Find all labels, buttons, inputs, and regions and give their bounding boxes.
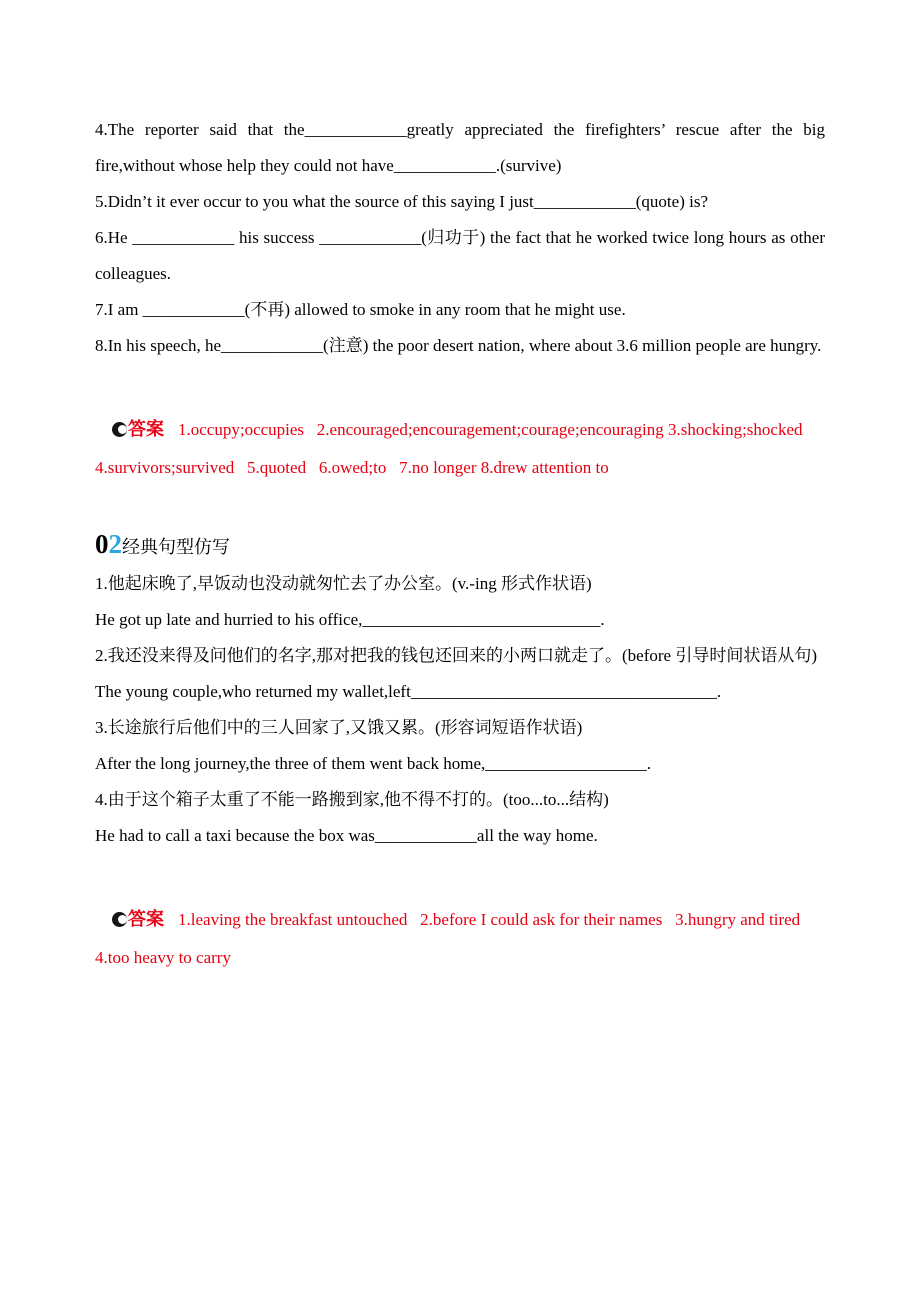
section-header	[95, 525, 825, 566]
answer-marker-icon	[112, 422, 127, 437]
vocab-question-4: 4.The reporter said that the____________greatly appreciated the firefighters’ rescue after the big fire,without whose help they could not have____________.(survive)	[95, 120, 830, 175]
answer-text: 1.leaving the breakfast untouched 2.before I could ask for their names 3.hungry and tired 4.too heavy to carry	[95, 910, 809, 967]
vocab-question-5: 5.Didn’t it ever occur to you what the source of this saying I just____________(quote) is?	[95, 192, 708, 211]
vocab-question-6: 6.He ____________ his success ____________(归功于) the fact that he worked twice long hours as other colleagues.	[95, 228, 830, 283]
pattern-item-2-chinese: 2.我还没来得及问他们的名字,那对把我的钱包还回来的小两口就走了。(before 引导时间状语从句)	[95, 646, 817, 665]
pattern-item-2-english: The young couple,who returned my wallet,left____________________________________.	[95, 682, 722, 701]
pattern-item-4-english: He had to call a taxi because the box was____________all the way home.	[95, 826, 598, 845]
section-number-accent: 2	[108, 529, 122, 559]
pattern-item-1-english: He got up late and hurried to his office,____________________________.	[95, 610, 605, 629]
section-number-prefix: 0	[95, 529, 109, 559]
section-title: 经典句型仿写	[122, 537, 230, 557]
pattern-item-3-chinese: 3.长途旅行后他们中的三人回家了,又饿又累。(形容词短语作状语)	[95, 718, 583, 737]
answer-label: 答案	[128, 419, 164, 439]
answer-marker-icon	[112, 912, 127, 927]
answer-text: 1.occupy;occupies 2.encouraged;encouragement;courage;encouraging 3.shocking;shocked 4.survivors;survived 5.quoted 6.owed;to 7.no longer 8.drew attention to	[95, 420, 816, 477]
vocab-question-8: 8.In his speech, he____________(注意) the poor desert nation, where about 3.6 million people are hungry.	[95, 336, 822, 355]
pattern-answer-block	[95, 862, 825, 1015]
pattern-item-3-english: After the long journey,the three of them went back home,___________________.	[95, 754, 651, 773]
pattern-item-4-chinese: 4.由于这个箱子太重了不能一路搬到家,他不得不打的。(too...to...结构)	[95, 790, 609, 809]
answer-label: 答案	[128, 909, 164, 929]
vocab-answer-block	[95, 372, 825, 525]
vocab-question-7: 7.I am ____________(不再) allowed to smoke in any room that he might use.	[95, 300, 626, 319]
pattern-item-1-chinese: 1.他起床晚了,早饭动也没动就匆忙去了办公室。(v.-ing 形式作状语)	[95, 574, 592, 593]
